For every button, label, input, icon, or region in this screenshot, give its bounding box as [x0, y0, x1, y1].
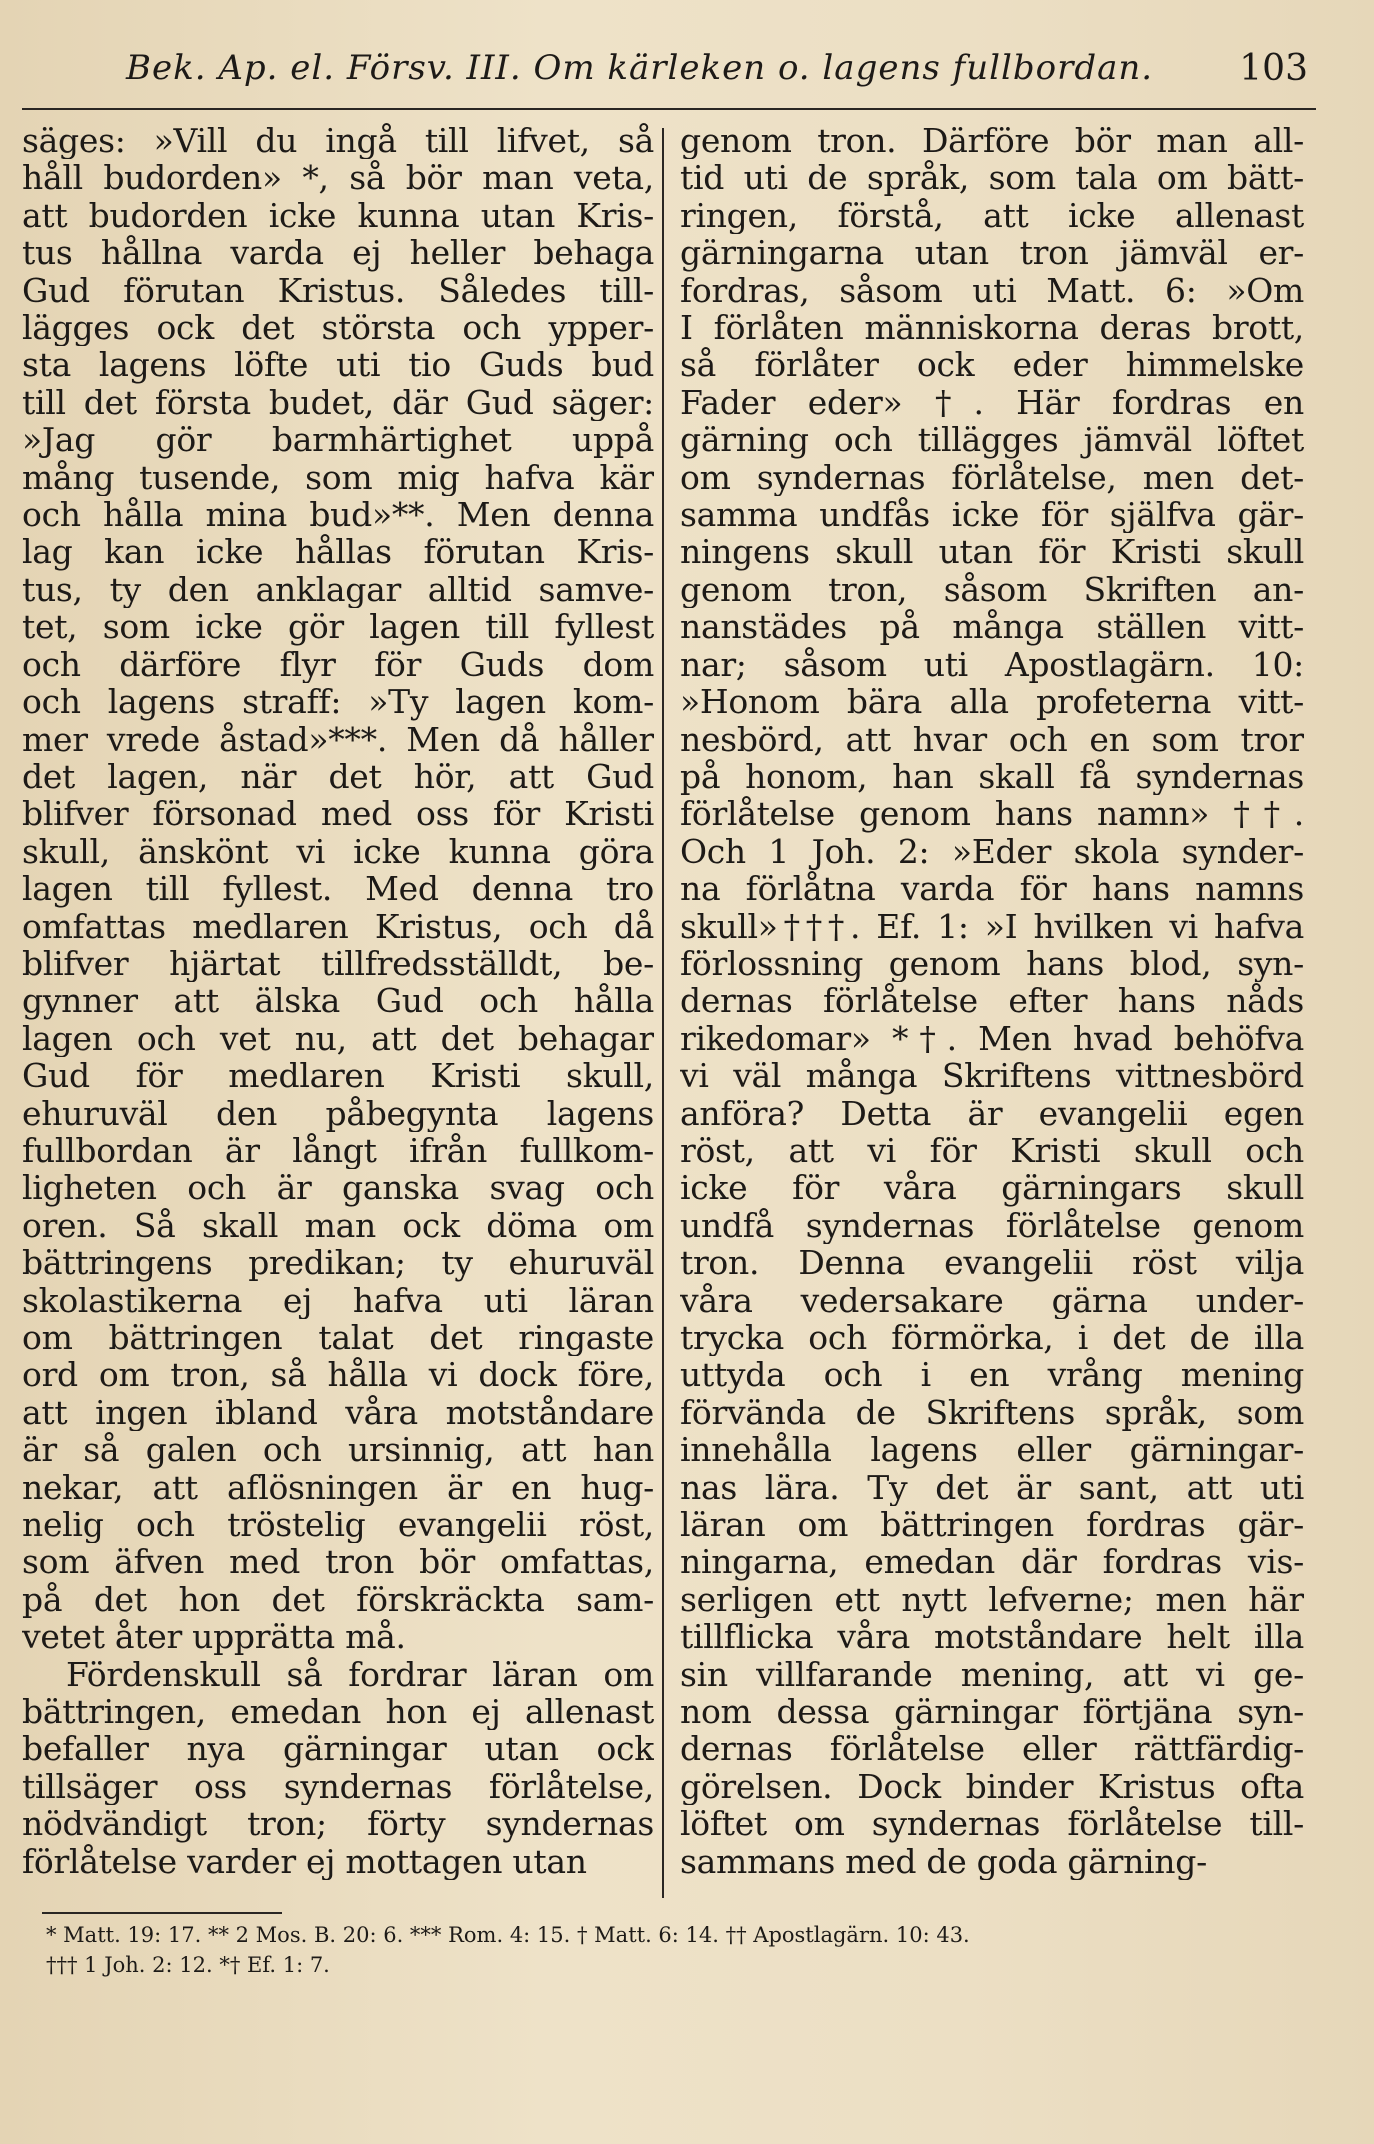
footnote-line: ††† 1 Joh. 2: 12. *† Ef. 1: 7. — [46, 1953, 330, 1977]
text-line: röst, att vi för Kristi skull och — [680, 1131, 1304, 1170]
text-line: tus, ty den anklagar alltid samve- — [22, 570, 654, 609]
text-line: och lagens straff: »Ty lagen kom- — [22, 683, 654, 721]
text-line: ringen, förstå, att icke allenast — [680, 196, 1304, 235]
text-line: våra vedersakare gärna under- — [680, 1281, 1304, 1319]
text-line: nödvändigt tron; förty syndernas — [22, 1805, 654, 1843]
text-line: nas lära. Ty det är sant, att uti — [680, 1468, 1304, 1507]
text-line: på det hon det förskräckta sam- — [22, 1580, 654, 1619]
text-line: tron. Denna evangelii röst vilja — [680, 1244, 1304, 1282]
text-line: gynner att älska Gud och hålla — [22, 982, 654, 1020]
text-line: sin villfarande mening, att vi ge- — [680, 1655, 1304, 1694]
text-line: skull, änskönt vi icke kunna göra — [22, 832, 654, 871]
left-column — [22, 122, 662, 1912]
text-line: dernas förlåtelse efter hans nåds — [680, 982, 1304, 1020]
page-number: 103 — [1239, 48, 1308, 89]
text-line: som äfven med tron bör omfattas, — [22, 1543, 654, 1581]
text-line: mer vrede åstad»***. Men då håller — [22, 720, 654, 758]
text-line: tillflicka våra motståndare helt illa — [680, 1618, 1304, 1656]
text-line: serligen ett nytt lefverne; men här — [680, 1580, 1304, 1619]
text-line: gärning och tillägges jämväl löftet — [680, 421, 1304, 459]
text-line: ningens skull utan för Kristi skull — [680, 533, 1304, 571]
text-line: »Jag gör barmhärtighet uppå — [22, 421, 654, 459]
text-line: nom dessa gärningar förtjäna syn- — [680, 1693, 1304, 1731]
text-line: förlåtelse varder ej mottagen utan — [22, 1842, 587, 1881]
text-line: bättringen, emedan hon ej allenast — [22, 1693, 654, 1731]
text-line: att budorden icke kunna utan Kris- — [22, 196, 654, 235]
text-line: och hålla mina bud»**. Men denna — [22, 496, 654, 534]
text-line: uttyda och i en vrång mening — [680, 1356, 1304, 1394]
text-line: lag kan icke hållas förutan Kris- — [22, 533, 654, 571]
footnote-rule — [42, 1912, 282, 1914]
text-line: Fördenskull så fordrar läran om — [66, 1655, 654, 1694]
text-line: lagen till fyllest. Med denna tro — [22, 870, 654, 908]
text-line: håll budorden» *, så bör man veta, — [22, 159, 654, 197]
text-line: bättringens predikan; ty ehuruväl — [22, 1244, 654, 1282]
text-line: undfå syndernas förlåtelse genom — [680, 1206, 1304, 1245]
text-line: löftet om syndernas förlåtelse till- — [680, 1805, 1304, 1843]
text-line: tillsäger oss syndernas förlåtelse, — [22, 1767, 654, 1806]
text-line: ligheten och är ganska svag och — [22, 1169, 654, 1207]
text-line: na förlåtna varda för hans namns — [680, 870, 1304, 908]
text-line: samma undfås icke för själfva gär- — [680, 496, 1304, 534]
text-line: sta lagens löfte uti tio Guds bud — [22, 346, 654, 384]
text-line: »Honom bära alla profeterna vitt- — [680, 683, 1304, 721]
text-line: gärningarna utan tron jämväl er- — [680, 234, 1304, 272]
text-line: det lagen, när det hör, att Gud — [22, 757, 654, 796]
text-line: nanstädes på många ställen vitt- — [680, 608, 1304, 646]
text-line: görelsen. Dock binder Kristus ofta — [680, 1767, 1304, 1806]
text-line: om syndernas förlåtelse, men det- — [680, 458, 1304, 497]
text-line: vetet åter upprätta må. — [22, 1618, 406, 1656]
text-line: oren. Så skall man ock döma om — [22, 1206, 654, 1245]
text-line: nesbörd, att hvar och en som tror — [680, 720, 1304, 758]
text-line: ningarna, emedan där fordras vis- — [680, 1543, 1304, 1581]
running-title: Bek. Ap. el. Försv. III. Om kärleken o. lagens fullbordan. — [126, 48, 1154, 88]
text-line: nar; såsom uti Apostlagärn. 10: — [680, 645, 1304, 684]
text-line: ehuruväl den påbegynta lagens — [22, 1094, 654, 1132]
text-line: dernas förlåtelse eller rättfärdig- — [680, 1730, 1304, 1768]
text-line: blifver försonad med oss för Kristi — [22, 795, 654, 833]
text-line: läran om bättringen fordras gär- — [680, 1506, 1304, 1544]
text-line: att ingen ibland våra motståndare — [22, 1393, 654, 1432]
text-line: fordras, såsom uti Matt. 6: »Om — [680, 271, 1304, 310]
text-line: genom tron, såsom Skriften an- — [680, 570, 1304, 609]
text-line: skull»†††. Ef. 1: »I hvilken vi hafva — [680, 907, 1304, 945]
text-line: omfattas medlaren Kristus, och då — [22, 907, 654, 945]
text-line: I förlåten människorna deras brott, — [680, 309, 1304, 347]
text-line: skolastikerna ej hafva uti läran — [22, 1281, 654, 1319]
text-line: lägges ock det största och ypper- — [22, 309, 654, 347]
footnotes — [22, 1920, 1316, 1980]
text-line: så förlåter ock eder himmelske — [680, 346, 1304, 384]
text-line: innehålla lagens eller gärningar- — [680, 1431, 1304, 1469]
text-line: tid uti de språk, som tala om bätt- — [680, 159, 1304, 197]
text-line: lagen och vet nu, att det behagar — [22, 1019, 654, 1058]
text-line: sammans med de goda gärning- — [680, 1842, 1207, 1881]
text-line: mång tusende, som mig hafva kär — [22, 458, 654, 497]
text-line: fullbordan är långt ifrån fullkom- — [22, 1131, 654, 1170]
text-line: förvända de Skriftens språk, som — [680, 1393, 1304, 1432]
text-line: om bättringen talat det ringaste — [22, 1319, 654, 1357]
running-header — [22, 40, 1316, 110]
text-line: på honom, han skall få syndernas — [680, 757, 1304, 796]
text-line: är så galen och ursinnig, att han — [22, 1431, 654, 1469]
text-line: icke för våra gärningars skull — [680, 1169, 1304, 1207]
text-line: förlåtelse genom hans namn» ††. — [680, 795, 1304, 833]
text-line: ord om tron, så hålla vi dock före, — [22, 1356, 654, 1394]
text-line: tet, som icke gör lagen till fyllest — [22, 608, 654, 646]
text-line: säges: »Vill du ingå till lifvet, så — [22, 122, 654, 160]
text-line: rikedomar» *†. Men hvad behöfva — [680, 1019, 1304, 1058]
text-line: tus hållna varda ej heller behaga — [22, 234, 654, 272]
text-line: genom tron. Därföre bör man all- — [680, 122, 1304, 160]
text-line: anföra? Detta är evangelii egen — [680, 1094, 1304, 1132]
text-line: förlossning genom hans blod, syn- — [680, 944, 1304, 983]
right-column — [664, 122, 1304, 1912]
text-line: till det första budet, där Gud säger: — [22, 383, 654, 422]
text-line: Fader eder» †. Här fordras en — [680, 383, 1304, 422]
text-line: Gud förutan Kristus. Således till- — [22, 271, 654, 310]
text-line: nekar, att aflösningen är en hug- — [22, 1468, 654, 1507]
text-line: vi väl många Skriftens vittnesbörd — [680, 1057, 1304, 1095]
text-line: trycka och förmörka, i det de illa — [680, 1319, 1304, 1357]
text-line: befaller nya gärningar utan ock — [22, 1730, 654, 1768]
text-line: nelig och tröstelig evangelii röst, — [22, 1506, 654, 1544]
text-columns — [22, 122, 1316, 1912]
text-line: Och 1 Joh. 2: »Eder skola synder- — [680, 832, 1304, 871]
text-line: blifver hjärtat tillfredsställdt, be- — [22, 944, 654, 983]
footnote-line: * Matt. 19: 17. ** 2 Mos. B. 20: 6. *** Rom. 4: 15. † Matt. 6: 14. †† Apostlagärn. 10: 43. — [46, 1923, 970, 1947]
text-line: och därföre flyr för Guds dom — [22, 645, 654, 684]
text-line: Gud för medlaren Kristi skull, — [22, 1057, 654, 1095]
